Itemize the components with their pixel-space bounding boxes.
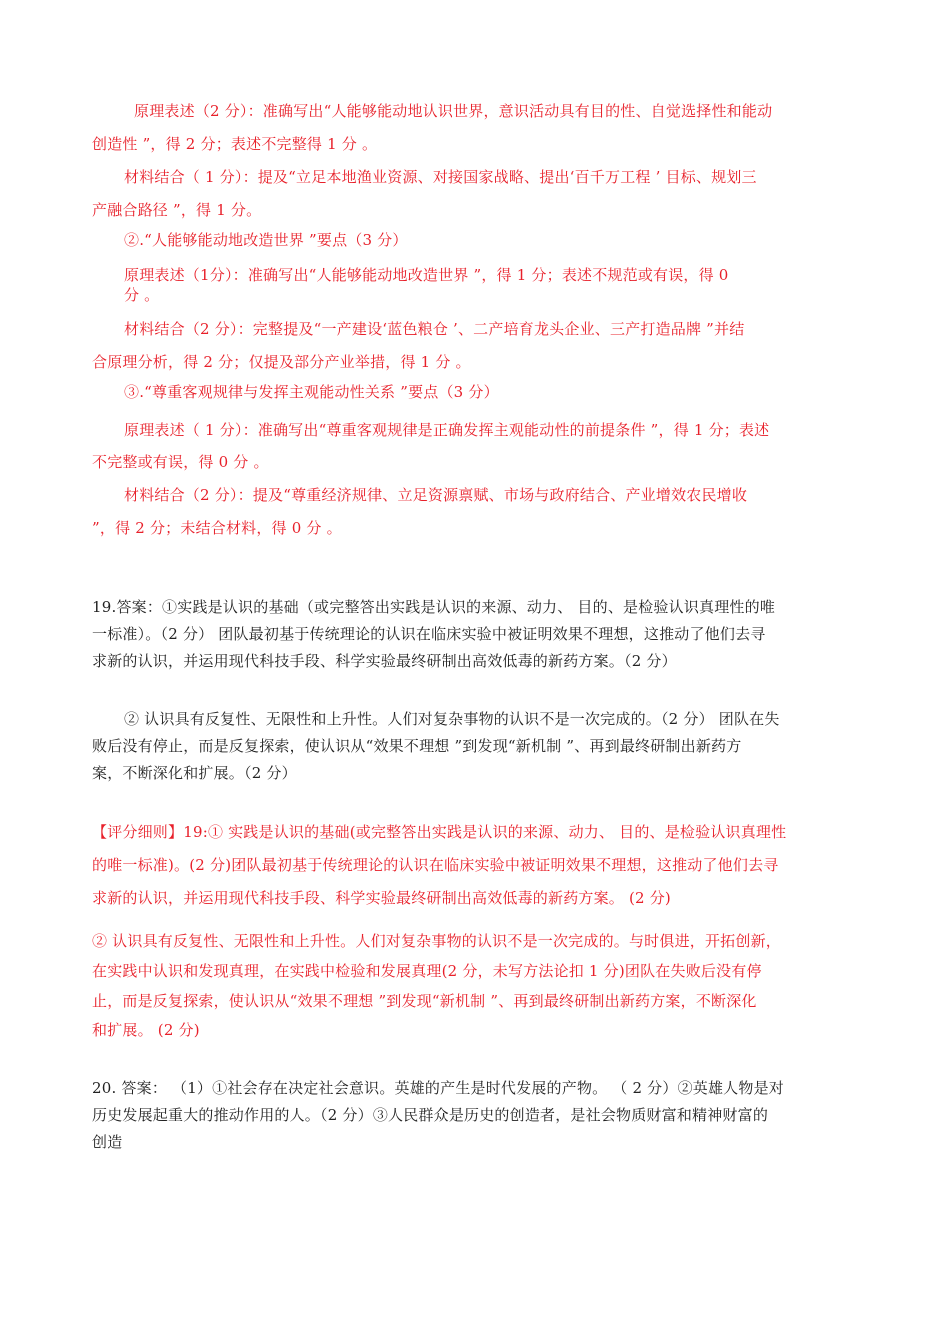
answer-20-line-2: 历史发展起重大的推动作用的人。（2 分）③人民群众是历史的创造者，是社会物质财富和精神财富的 [92, 1106, 769, 1124]
scoring-18-line-8: 材料结合（2 分）：完整提及“一产建设‘蓝色粮仓 ’、二产培育龙头企业、三产打造品牌 ”并结 [124, 320, 745, 338]
scoring-19-line-2: 的唯一标准)。(2 分)团队最初基于传统理论的认识在临床实验中被证明效果不理想，这推动了他们去寻 [92, 856, 779, 874]
scoring-18-line-6: 原理表述（1分）：准确写出“人能够能动地改造世界 ”，得 1 分；表述不规范或有误，得 0 [124, 266, 729, 284]
scoring-18-line-1: 原理表述（2 分）：准确写出“人能够能动地认识世界，意识活动具有目的性、自觉选择性和能动 [134, 102, 773, 120]
scoring-18-line-5: ②.“人能够能动地改造世界 ”要点（3 分） [124, 231, 408, 249]
scoring-19-line-3: 求新的认识，并运用现代科技手段、科学实验最终研制出高效低毒的新药方案。 (2 分) [92, 889, 671, 907]
scoring-19-line-1: 【评分细则】19:① 实践是认识的基础(或完整答出实践是认识的来源、动力、 目的、是检验认识真理性 [92, 823, 787, 841]
scoring-18-line-13: 材料结合（2 分）：提及“尊重经济规律、立足资源禀赋、市场与政府结合、产业增效农民增收 [124, 486, 748, 504]
answer-20-line-3: 创造 [92, 1133, 123, 1151]
scoring-18-line-9: 合原理分析，得 2 分；仅提及部分产业举措，得 1 分 。 [92, 353, 471, 371]
scoring-18-line-7: 分 。 [124, 286, 160, 304]
scoring-18-line-11: 原理表述（ 1 分）：准确写出“尊重客观规律是正确发挥主观能动性的前提条件 ”，得 1 分；表述 [124, 421, 770, 439]
scoring-18-line-14: ”，得 2 分；未结合材料，得 0 分 。 [92, 519, 342, 537]
answer-19-line-1: 19.答案：①实践是认识的基础（或完整答出实践是认识的来源、动力、 目的、是检验认识真理性的唯 [92, 598, 776, 616]
scoring-19-line-6: 止，而是反复探索，使认识从“效果不理想 ”到发现“新机制 ”、再到最终研制出新药方案，不断深化 [92, 992, 757, 1010]
scoring-18-line-2: 创造性 ”，得 2 分；表述不完整得 1 分 。 [92, 135, 378, 153]
answer-19-line-6: 案，不断深化和扩展。（2 分） [92, 764, 297, 782]
scoring-18-line-3: 材料结合（ 1 分）：提及“立足本地渔业资源、对接国家战略、提出‘百千万工程 ’ 目标、规划三 [124, 168, 757, 186]
scoring-19-line-7: 和扩展。 (2 分) [92, 1021, 200, 1039]
answer-19-line-4: ② 认识具有反复性、无限性和上升性。人们对复杂事物的认识不是一次完成的。（2 分） 团队在失 [124, 710, 780, 728]
scoring-18-line-4: 产融合路径 ”，得 1 分。 [92, 201, 262, 219]
answer-19-line-5: 败后没有停止，而是反复探索，使认识从“效果不理想 ”到发现“新机制 ”、再到最终研制出新药方 [92, 737, 742, 755]
answer-20-line-1: 20. 答案： （1）①社会存在决定社会意识。英雄的产生是时代发展的产物。 （ 2 分）②英雄人物是对 [92, 1079, 784, 1097]
answer-19-line-3: 求新的认识，并运用现代科技手段、科学实验最终研制出高效低毒的新药方案。（2 分） [92, 652, 677, 670]
answer-19-line-2: 一标准）。（2 分） 团队最初基于传统理论的认识在临床实验中被证明效果不理想，这推动了他们去寻 [92, 625, 766, 643]
scoring-19-line-4: ② 认识具有反复性、无限性和上升性。人们对复杂事物的认识不是一次完成的。与时俱进，开拓创新， [92, 932, 781, 950]
scoring-19-line-5: 在实践中认识和发现真理，在实践中检验和发展真理(2 分，未写方法论扣 1 分)团队在失败后没有停 [92, 962, 762, 980]
scoring-18-line-12: 不完整或有误，得 0 分 。 [92, 453, 269, 471]
scoring-18-line-10: ③.“尊重客观规律与发挥主观能动性关系 ”要点（3 分） [124, 383, 499, 401]
